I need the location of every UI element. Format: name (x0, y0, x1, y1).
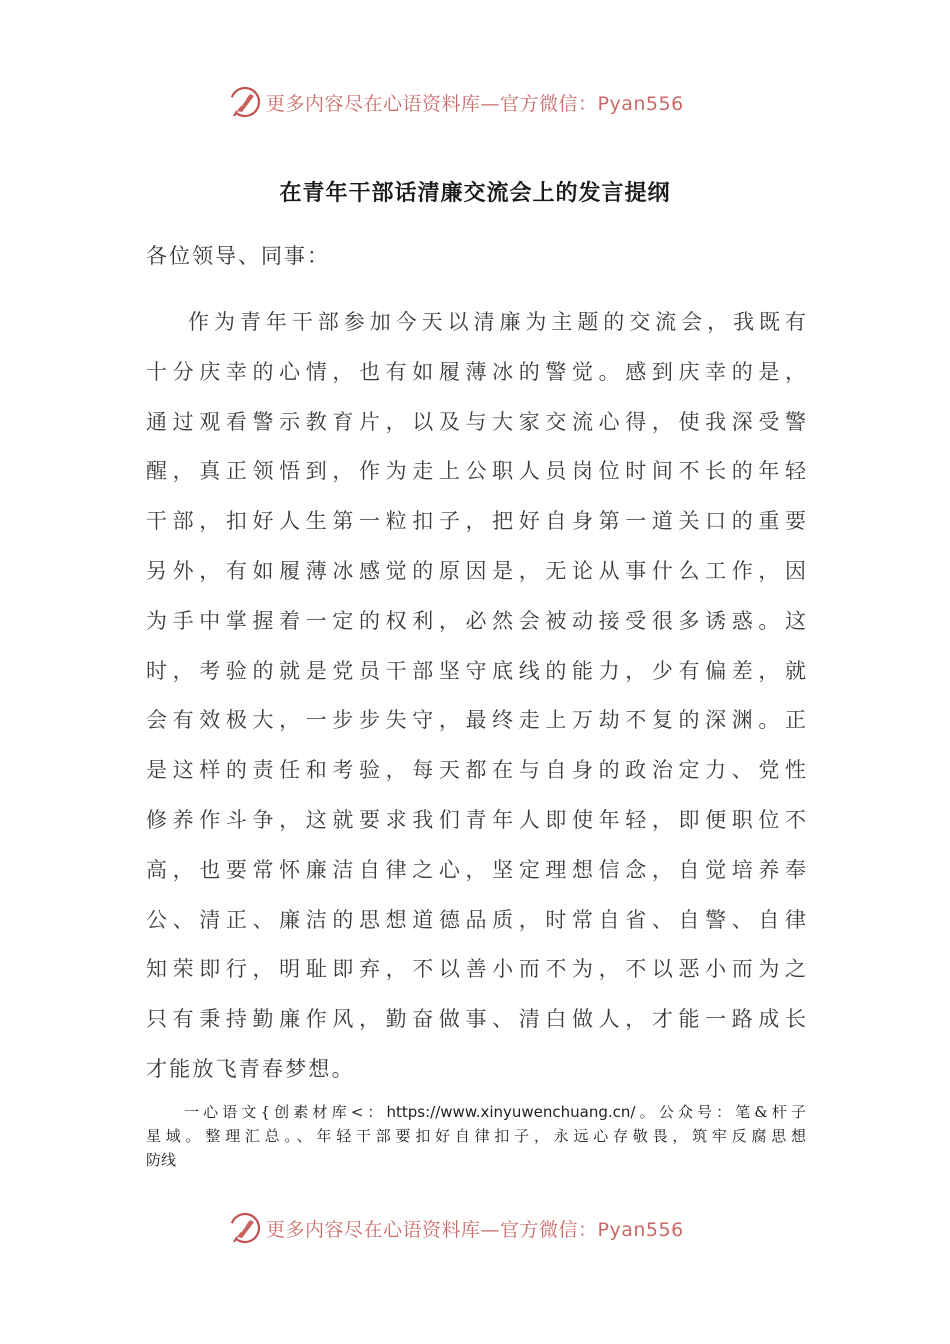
body-line: 修养作斗争，这就要求我们青年人即使年轻，即便职位不 (146, 807, 806, 832)
body-line: 时，考验的就是党员干部坚守底线的能力，少有偏差，就 (146, 658, 806, 683)
source-note (146, 1100, 806, 1172)
body-line: 作为青年干部参加今天以清廉为主题的交流会，我既有 (188, 310, 806, 334)
body-line: 为手中掌握着一定的权利，必然会被动接受很多诱惑。这 (146, 608, 806, 633)
body-line: 通过观看警示教育片，以及与大家交流心得，使我深受警 (146, 409, 806, 434)
banner-text: 更多内容尽在心语资料库—官方微信：Pyan556 (266, 1218, 684, 1241)
body-line: 会有效极大，一步步失守，最终走上万劫不复的深渊。正 (146, 708, 806, 733)
quill-pen-logo-icon (228, 1211, 262, 1245)
body-line: 才能放飞青春梦想。 (146, 1056, 355, 1081)
note-line: 星域。整理汇总。、年轻干部要扣好自律扣子，永远心存敬畏，筑牢反腐思想 (146, 1127, 806, 1145)
note-line: 防线 (146, 1151, 177, 1169)
body-line: 干部，扣好人生第一粒扣子，把好自身第一道关口的重要 (146, 509, 806, 534)
note-line: 一心语文{创素材库<：https://www.xinyuwenchuang.cn/。公众号：笔&杆子 (184, 1103, 806, 1121)
banner-text: 更多内容尽在心语资料库—官方微信：Pyan556 (266, 92, 684, 115)
body-paragraph (146, 298, 806, 1095)
body-line: 十分庆幸的心情，也有如履薄冰的警觉。感到庆幸的是， (146, 359, 806, 384)
body-line: 是这样的责任和考验，每天都在与自身的政治定力、党性 (146, 758, 806, 783)
header-banner (228, 82, 684, 122)
quill-pen-logo-icon (228, 85, 262, 119)
footer-banner (228, 1208, 684, 1248)
source-link[interactable]: https://www.xinyuwenchuang.cn/ (386, 1103, 636, 1121)
body-line: 公、清正、廉洁的思想道德品质，时常自省、自警、自律 (146, 907, 806, 932)
greeting: 各位领导、同事： (146, 244, 330, 268)
body-line: 高，也要常怀廉洁自律之心，坚定理想信念，自觉培养奉 (146, 857, 806, 882)
document-title: 在青年干部话清廉交流会上的发言提纲 (279, 181, 671, 206)
body-line: 醒，真正领悟到，作为走上公职人员岗位时间不长的年轻 (146, 459, 806, 484)
body-line: 只有秉持勤廉作风，勤奋做事、清白做人，才能一路成长 (146, 1007, 806, 1032)
body-line: 知荣即行，明耻即弃，不以善小而不为，不以恶小而为之 (146, 957, 806, 982)
body-line: 另外，有如履薄冰感觉的原因是，无论从事什么工作，因 (146, 558, 806, 583)
